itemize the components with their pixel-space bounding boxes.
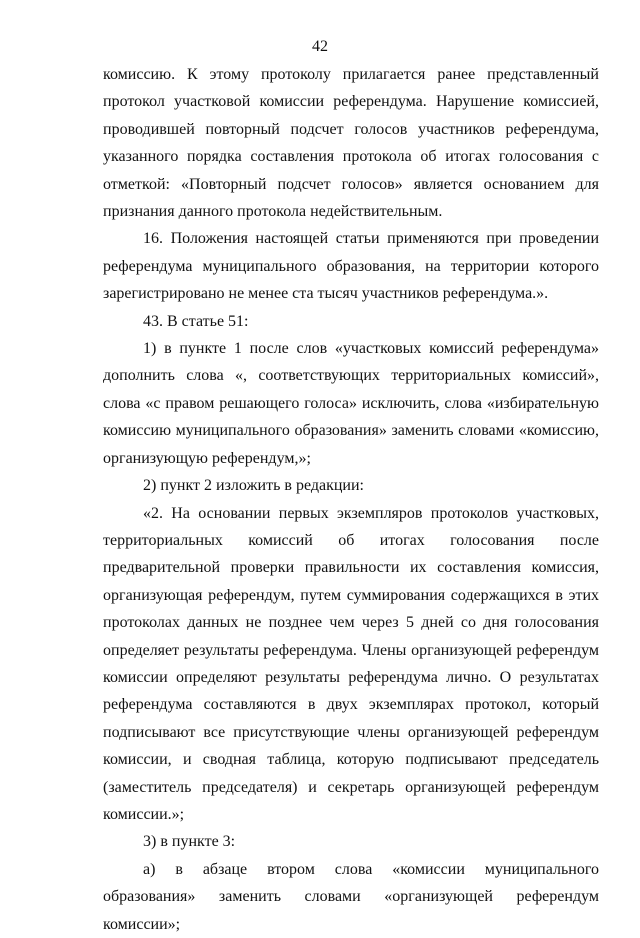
paragraph-subpoint-3a: а) в абзаце втором слова «комиссии муниципального образования» заменить словами «организующей референдум комиссии»; [103, 860, 599, 933]
paragraph-continuation: комиссию. К этому протоколу прилагается ранее представленный протокол участковой комиссии референдума. Нарушение комиссией, проводившей повторный подсчет голосов участников референдума, указанного порядка составления протокола об итогах голосования с отметкой: «Повторный подсчет голосов» является основанием для признания данного протокола недействительным. [103, 66, 599, 221]
paragraph-subpoint-2: 2) пункт 2 изложить в редакции: [143, 477, 364, 495]
paragraph-subpoint-3: 3) в пункте 3: [143, 833, 236, 851]
paragraph-point-16: 16. Положения настоящей статьи применяются при проведении референдума муниципального образования, на территории которого зарегистрировано не менее ста тысяч участников референдума.». [103, 230, 599, 303]
document-body [103, 61, 599, 938]
paragraph-article-43: 43. В статье 51: [143, 312, 249, 330]
page-number: 42 [312, 38, 328, 55]
paragraph-subpoint-1: 1) в пункте 1 после слов «участковых комиссий референдума» дополнить слова «, соответствующих территориальных комиссий», слова «с правом решающего голоса» исключить, слова «избирательную комиссию муниципального образования» заменить словами «комиссию, организующую референдум,»; [103, 340, 599, 467]
paragraph-new-point-2: «2. На основании первых экземпляров протоколов участковых, территориальных комиссий об итогах голосования после предварительной проверки правильности их составления комиссия, организующая референдум, путем суммирования содержащихся в этих протоколах данных не позднее чем через 5 дней со дня голосования определяет результаты референдума. Члены организующей референдум комиссии определяют результаты референдума лично. О результатах референдума составляются в двух экземплярах протокол, который подписывают все присутствующие члены организующей референдум комиссии, и сводная таблица, которую подписывают председатель (заместитель председателя) и секретарь организующей референдум комиссии.»; [103, 504, 599, 823]
